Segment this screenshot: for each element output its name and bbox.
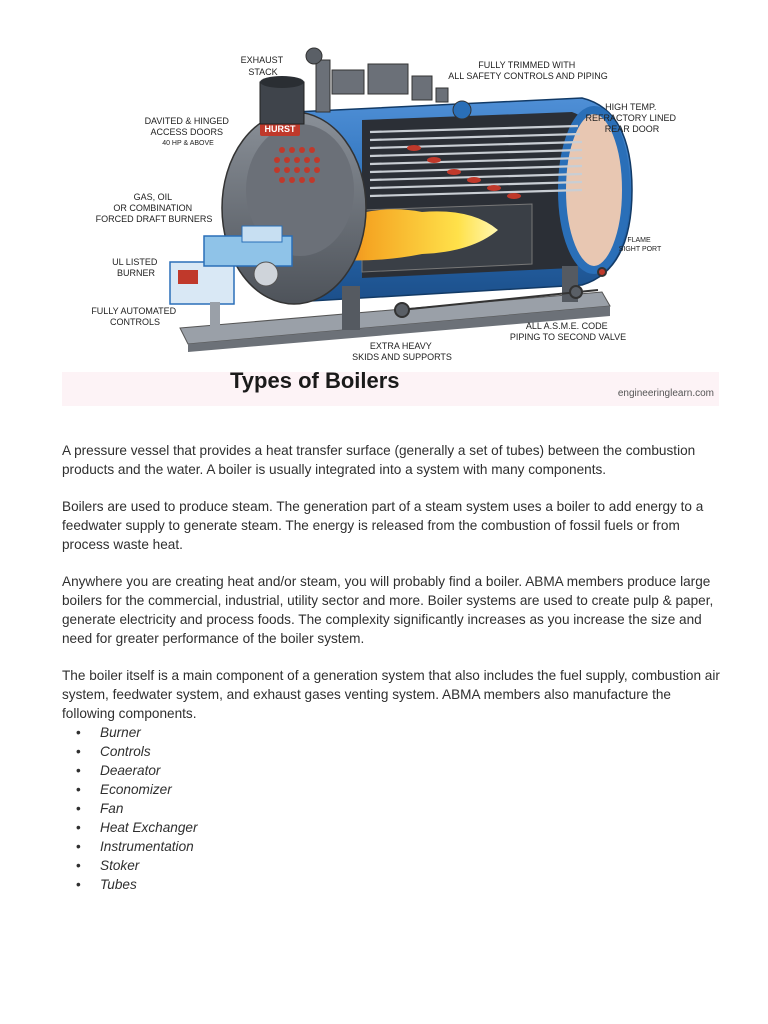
label-automated-controls: FULLY AUTOMATED CONTROLS bbox=[91, 306, 177, 327]
figure-title: Types of Boilers bbox=[230, 368, 400, 393]
list-item: • Stoker bbox=[76, 858, 140, 874]
label-exhaust-stack: EXHAUST STACK bbox=[240, 55, 283, 77]
list-item: • Economizer bbox=[76, 782, 172, 798]
bullet-icon: • bbox=[76, 801, 81, 817]
components-list bbox=[62, 723, 722, 894]
label-flame-sight-port: FLAME SIGHT PORT bbox=[618, 237, 662, 253]
paragraph-2: Boilers are used to produce steam. The generation part of a steam system uses a boiler to add energy to a feedwater supply to generate steam. The energy is released from the combustion of fossil fuels or from process waste heat. bbox=[62, 499, 704, 552]
label-high-temp-door: HIGH TEMP. REFRACTORY LINED REAR DOOR bbox=[585, 102, 677, 134]
bullet-icon: • bbox=[76, 782, 81, 798]
list-item: • Instrumentation bbox=[76, 839, 194, 855]
bullet-icon: • bbox=[76, 744, 81, 760]
front-access-door bbox=[222, 112, 366, 304]
list-item: • Fan bbox=[76, 801, 124, 817]
bullet-icon: • bbox=[76, 877, 81, 893]
label-extra-heavy-skids: EXTRA HEAVY SKIDS AND SUPPORTS bbox=[352, 341, 452, 362]
boiler-illustration bbox=[62, 40, 719, 406]
label-fully-trimmed: FULLY TRIMMED WITH ALL SAFETY CONTROLS AND PIPING bbox=[448, 60, 608, 81]
burner-assembly bbox=[170, 226, 292, 336]
label-forced-draft-burners: GAS, OIL OR COMBINATION FORCED DRAFT BURNERS bbox=[95, 192, 213, 224]
label-ul-burner: UL LISTED BURNER bbox=[112, 257, 158, 278]
bullet-icon: • bbox=[76, 839, 81, 855]
paragraph-1: A pressure vessel that provides a heat transfer surface (generally a set of tubes) between the combustion products and the water. A boiler is usually integrated into a system with many components. bbox=[62, 443, 696, 477]
label-asme-piping: ALL A.S.M.E. CODE PIPING TO SECOND VALVE bbox=[509, 321, 627, 342]
bullet-icon: • bbox=[76, 858, 81, 874]
figure-credit: engineeringlearn.com bbox=[617, 388, 714, 399]
list-item: • Controls bbox=[76, 744, 151, 760]
label-davited-doors: DAVITED & HINGED ACCESS DOORS 40 HP & ABOVE bbox=[144, 116, 229, 147]
article-body bbox=[62, 441, 722, 894]
brand-plate-text: HURST bbox=[264, 124, 296, 134]
list-item: • Burner bbox=[76, 725, 141, 740]
exhaust-stack bbox=[260, 76, 304, 124]
list-item: • Tubes bbox=[76, 877, 137, 893]
list-item: • Heat Exchanger bbox=[76, 820, 198, 836]
bullet-icon: • bbox=[76, 763, 81, 779]
bullet-icon: • bbox=[76, 725, 81, 740]
paragraph-3: Anywhere you are creating heat and/or steam, you will probably find a boiler. ABMA members produce large boilers for the commercial, industrial, utility sector and more. Boiler systems are used to create pulp & paper, generate electricity and process foods. The complexity significantly increases as you increase the size and need for greater performance of the boiler system. bbox=[62, 574, 714, 646]
list-item: • Deaerator bbox=[76, 763, 161, 779]
bullet-icon: • bbox=[76, 820, 81, 836]
paragraph-4: The boiler itself is a main component of a generation system that also includes the fuel supply, combustion air system, feedwater system, and exhaust gases venting system. ABMA members also manufacture the following components. bbox=[62, 668, 720, 721]
